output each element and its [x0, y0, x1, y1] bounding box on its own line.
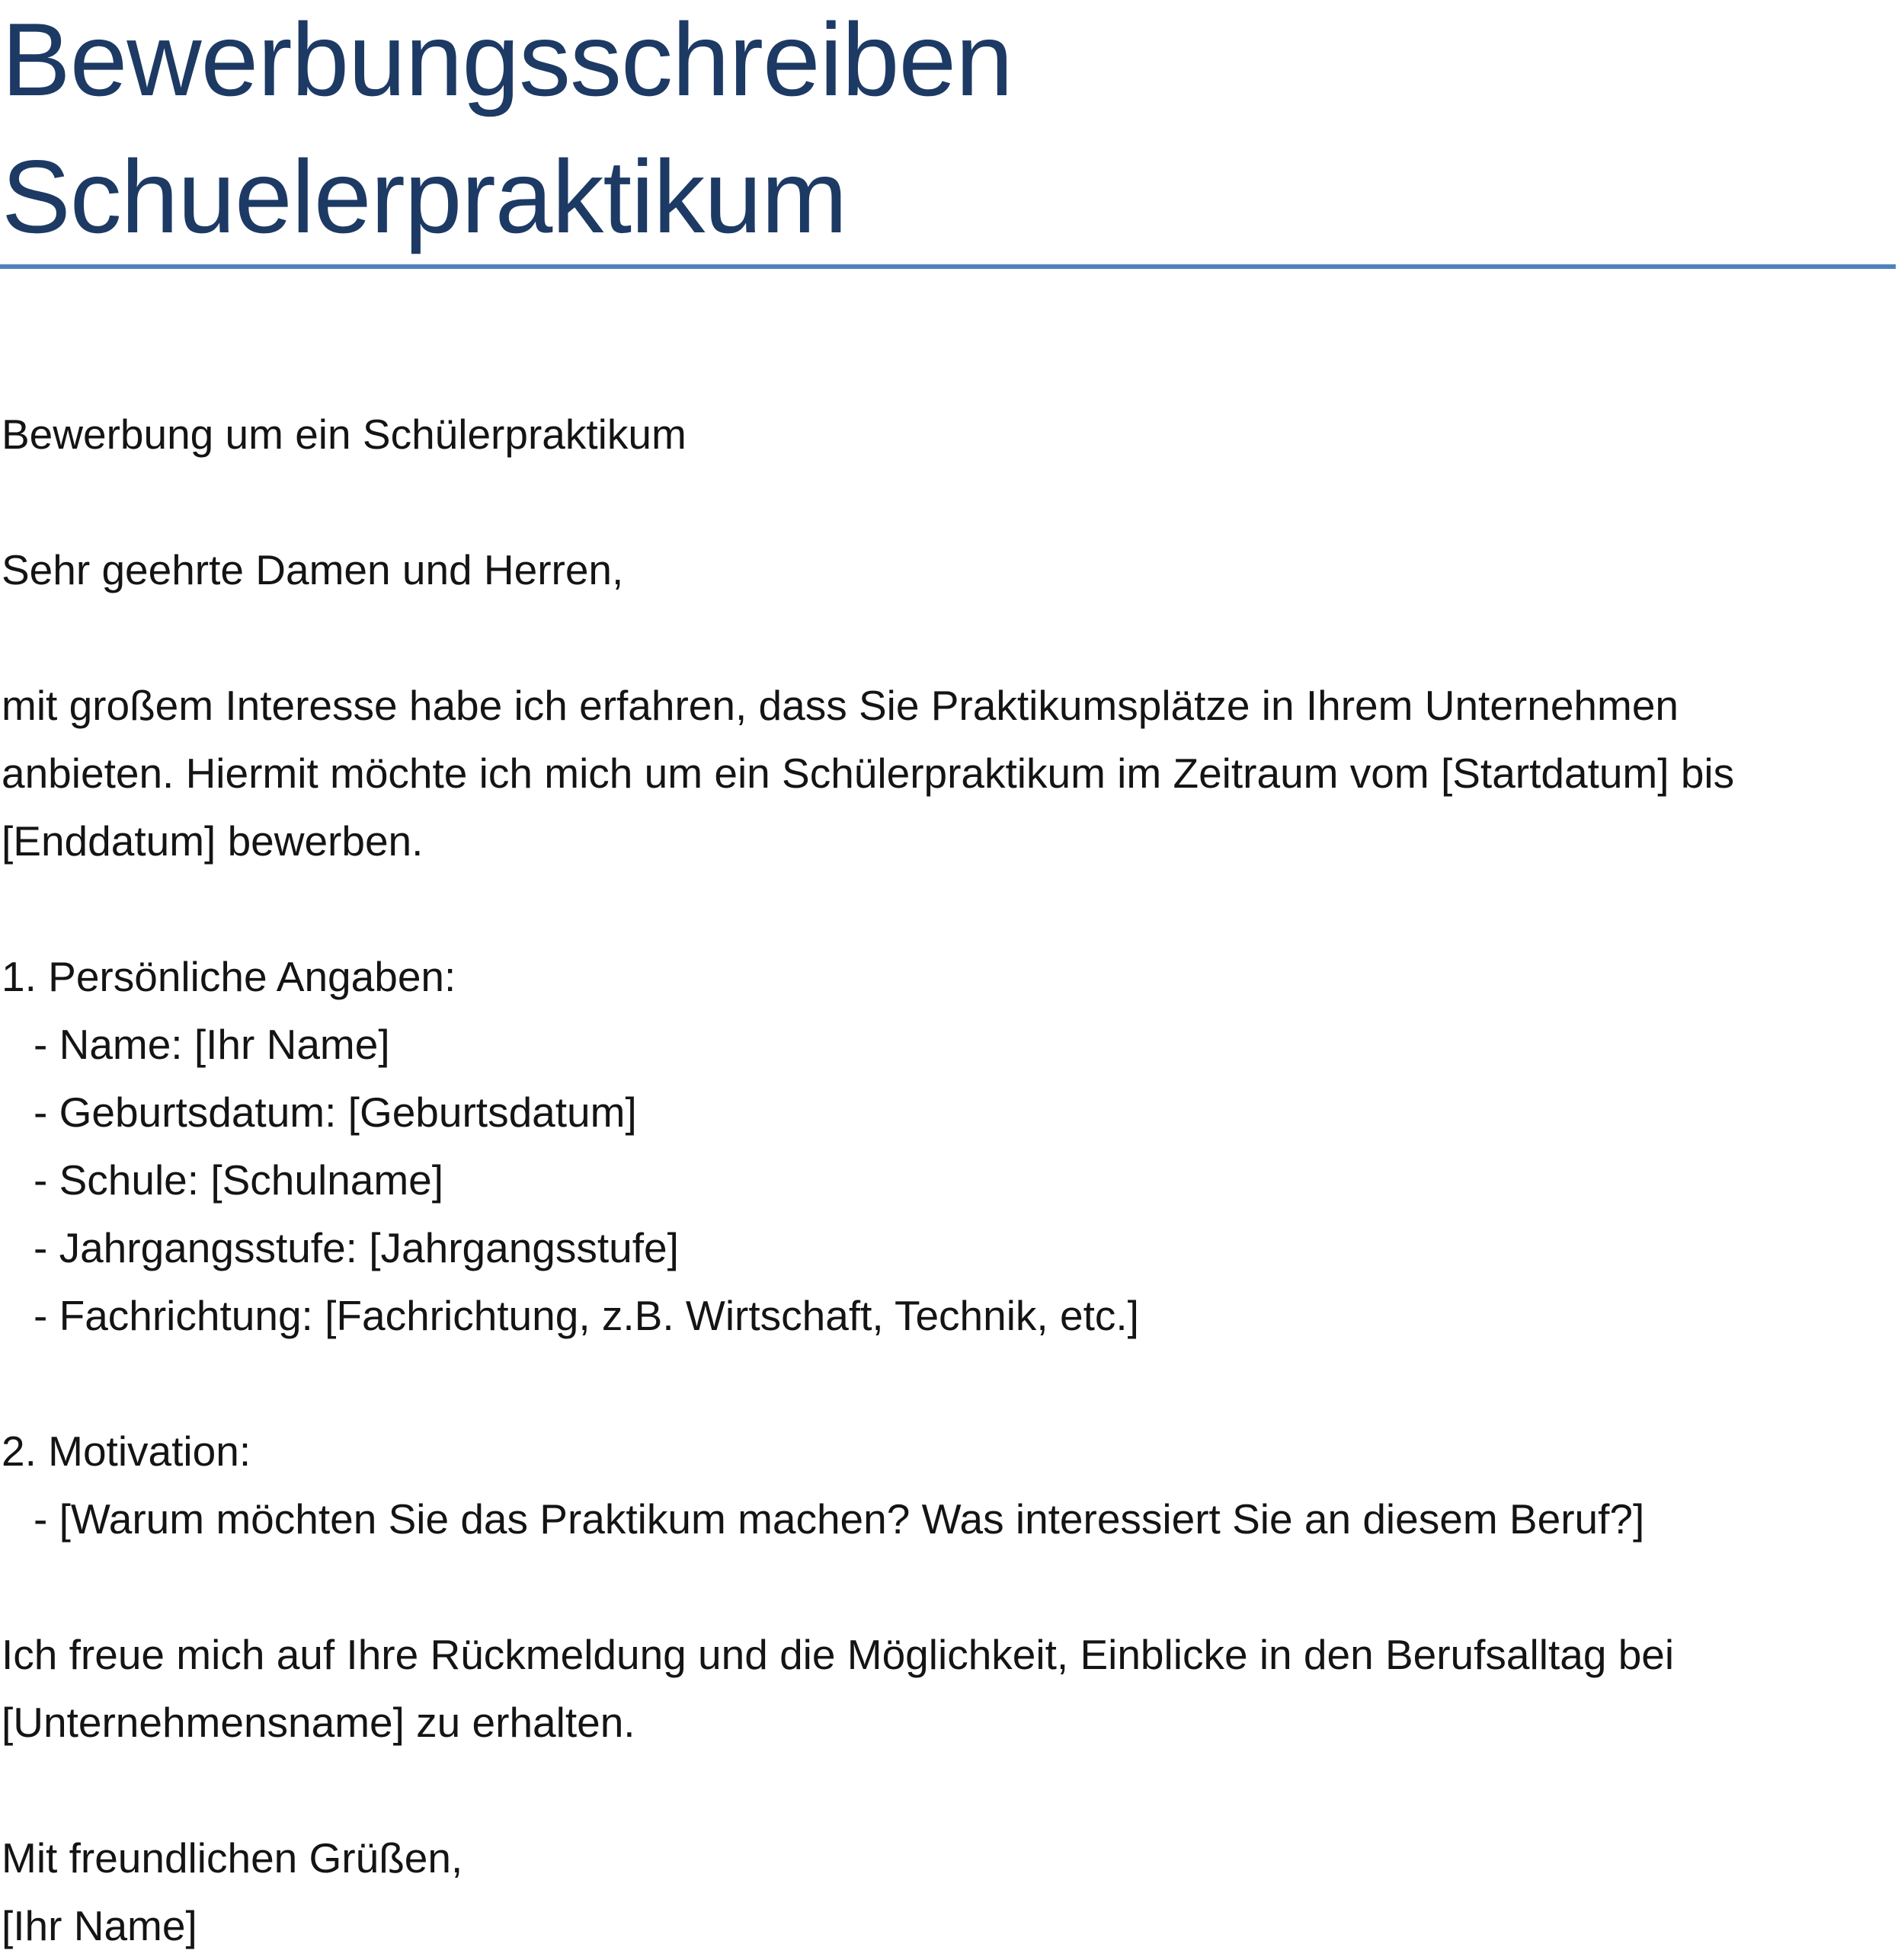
closing-line-2: [Unternehmensname] zu erhalten. — [2, 1699, 635, 1746]
document-title — [2, 0, 1891, 265]
motivation-item: - [Warum möchten Sie das Praktikum machen? Was interessiert Sie an diesem Beruf?] — [34, 1495, 1645, 1543]
personal-item-field: - Fachrichtung: [Fachrichtung, z.B. Wirtschaft, Technik, etc.] — [34, 1292, 1139, 1339]
personal-item-birthdate: - Geburtsdatum: [Geburtsdatum] — [34, 1089, 637, 1136]
section-motivation-heading: 2. Motivation: — [2, 1428, 251, 1475]
salutation: Sehr geehrte Damen und Herren, — [2, 546, 624, 593]
section-personal-heading: 1. Persönliche Angaben: — [2, 953, 456, 1000]
title-line-1: Bewerbungsschreiben — [2, 2, 1013, 117]
title-divider — [0, 264, 1896, 269]
closing-line-1: Ich freue mich auf Ihre Rückmeldung und die Möglichkeit, Einblicke in den Berufsalltag bei — [2, 1631, 1675, 1678]
signature-name: [Ihr Name] — [2, 1902, 197, 1949]
personal-item-school: - Schule: [Schulname] — [34, 1156, 444, 1204]
subject-line: Bewerbung um ein Schülerpraktikum — [2, 411, 687, 458]
title-line-2: Schuelerpraktikum — [2, 139, 847, 254]
sign-off: Mit freundlichen Grüßen, — [2, 1834, 463, 1882]
personal-item-name: - Name: [Ihr Name] — [34, 1021, 390, 1068]
intro-line-3: [Enddatum] bewerben. — [2, 817, 424, 865]
intro-line-2: anbieten. Hiermit möchte ich mich um ein Schülerpraktikum im Zeitraum vom [Startdatum] bis — [2, 750, 1735, 797]
intro-line-1: mit großem Interesse habe ich erfahren, dass Sie Praktikumsplätze in Ihrem Unternehmen — [2, 682, 1679, 729]
personal-item-grade: - Jahrgangsstufe: [Jahrgangsstufe] — [34, 1224, 679, 1271]
